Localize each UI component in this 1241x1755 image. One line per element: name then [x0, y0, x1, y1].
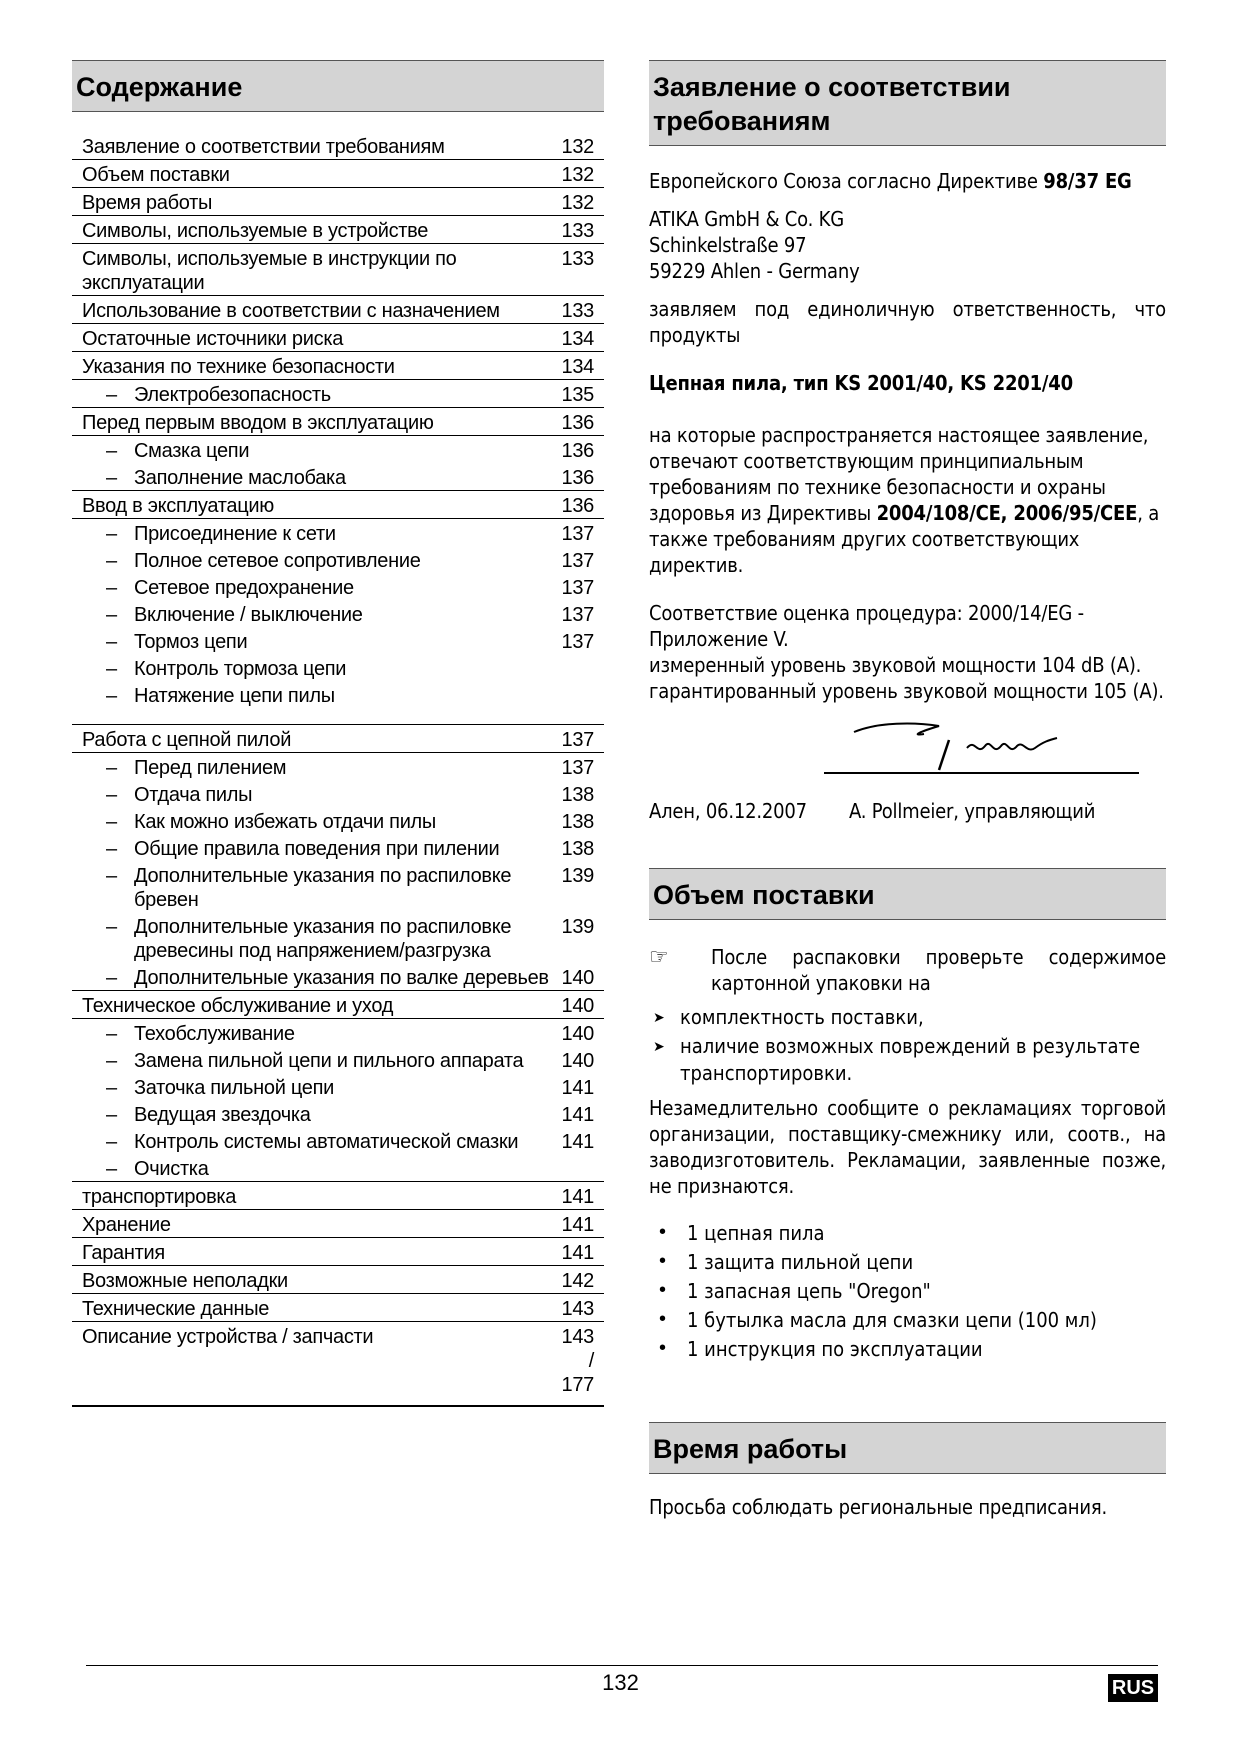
arrow-icon: ➤: [653, 1009, 665, 1025]
directive-number: 98/37 EG: [1043, 169, 1132, 193]
toc-item: [72, 491, 604, 519]
toc-list: [72, 132, 604, 1407]
directives-bold: 2004/108/CE, 2006/95/CEE: [876, 501, 1138, 525]
toc-label: Перед пилением: [134, 757, 287, 779]
toc-subitem: [72, 807, 604, 834]
dash-icon: –: [106, 658, 117, 680]
toc-subitem: [72, 380, 604, 408]
toc-page-number: 137: [561, 550, 594, 572]
delivery-title: Объем поставки: [649, 868, 1166, 920]
bullet-icon: •: [659, 1308, 667, 1330]
arrow-icon: ➤: [653, 1038, 665, 1054]
worktime-title: Время работы: [649, 1422, 1166, 1474]
guaranteed-level: гарантированный уровень звуковой мощности 105 (A).: [649, 679, 1164, 703]
toc-label: Хранение: [82, 1214, 171, 1236]
toc-label: Объем поставки: [82, 164, 230, 186]
list-item: [649, 1004, 1166, 1031]
toc-label: Смазка цепи: [134, 440, 250, 462]
toc-page-number: 137: [561, 729, 594, 751]
toc-subitem: [72, 912, 604, 963]
list-item: [649, 1219, 1166, 1248]
toc-page-number: 138: [561, 811, 594, 833]
dash-icon: –: [106, 1158, 117, 1180]
toc-item: [72, 216, 604, 244]
place-date: Ален, 06.12.2007: [649, 799, 807, 823]
declaration-statement: заявляем под единоличную ответственность, что продукты: [649, 297, 1166, 347]
toc-item: [72, 1210, 604, 1238]
dash-icon: –: [106, 685, 117, 707]
dash-icon: –: [106, 440, 117, 462]
toc-label: Электробезопасность: [134, 384, 331, 406]
toc-item: [72, 352, 604, 380]
toc-subitem: [72, 546, 604, 573]
toc-label: Как можно избежать отдачи пилы: [134, 811, 437, 833]
company-address: [649, 206, 1166, 284]
toc-subitem: [72, 1019, 604, 1046]
toc-subitem: [72, 681, 604, 725]
toc-page-number: 133: [561, 220, 594, 242]
toc-page-number: 139: [561, 916, 594, 938]
toc-subitem: [72, 654, 604, 681]
bullet-icon: •: [659, 1221, 667, 1243]
toc-page-number: 132: [561, 192, 594, 214]
toc-label: Контроль системы автоматической смазки: [134, 1131, 519, 1153]
toc-label: Сетевое предохранение: [134, 577, 354, 599]
toc-page-number: 136: [561, 495, 594, 517]
directives-post: , а также требованиям других соответствующих директив.: [649, 501, 1160, 577]
signature-image: [649, 712, 1166, 792]
toc-item: [72, 1294, 604, 1322]
dash-icon: –: [106, 604, 117, 626]
toc-subitem: [72, 573, 604, 600]
toc-subitem: [72, 1046, 604, 1073]
toc-item: [72, 725, 604, 753]
right-column: [649, 60, 1166, 1520]
directives-pre: на которые распространяется настоящее заявление, отвечают соответствующим принципиальным требованиям по технике безопасности и охраны здоровья из Директивы: [649, 423, 1149, 525]
dash-icon: –: [106, 967, 117, 989]
toc-item: [72, 296, 604, 324]
toc-label: Технические данные: [82, 1298, 270, 1320]
toc-label: Дополнительные указания по валке деревьев: [134, 967, 549, 989]
directives-text: [649, 422, 1166, 578]
toc-item: [72, 1266, 604, 1294]
toc-label: Возможные неполадки: [82, 1270, 288, 1292]
company-street: Schinkelstraße 97: [649, 233, 807, 257]
dash-icon: –: [106, 916, 117, 938]
toc-page-number: 143: [561, 1298, 594, 1320]
toc-page-number: 141: [561, 1214, 594, 1236]
toc-page-number: 140: [561, 967, 594, 989]
toc-subitem: [72, 519, 604, 546]
toc-title: Содержание: [72, 60, 604, 112]
toc-item: [72, 1322, 604, 1397]
toc-page-number: 136: [561, 467, 594, 489]
signature-caption: [649, 798, 1166, 824]
item-text: 1 бутылка масла для смазки цепи (100 мл): [687, 1308, 1097, 1332]
dash-icon: –: [106, 1104, 117, 1126]
toc-page-number: 140: [561, 1050, 594, 1072]
bullet-icon: •: [659, 1250, 667, 1272]
dash-icon: –: [106, 811, 117, 833]
delivery-items: [649, 1219, 1166, 1364]
toc-subitem: [72, 627, 604, 654]
dash-icon: –: [106, 467, 117, 489]
toc-page-number: 143 / 177: [561, 1326, 594, 1396]
dash-icon: –: [106, 631, 117, 653]
toc-label: Заполнение маслобака: [134, 467, 346, 489]
footer-divider: [86, 1665, 1158, 1666]
toc-page-number: 136: [561, 412, 594, 434]
company-city: 59229 Ahlen - Germany: [649, 259, 860, 283]
toc-subitem: [72, 1100, 604, 1127]
toc-label: Указания по технике безопасности: [82, 356, 395, 378]
toc-subitem: [72, 436, 604, 463]
toc-label: Дополнительные указания по распиловке древесины под напряжением/разгрузка: [134, 916, 512, 962]
signature-line: [824, 772, 1139, 774]
page-number: 132: [602, 1670, 639, 1695]
signatory: A. Pollmeier, управляющий: [849, 799, 1096, 823]
item-text: 1 цепная пила: [687, 1221, 825, 1245]
toc-label: Время работы: [82, 192, 213, 214]
toc-item: [72, 244, 604, 296]
toc-page-number: 137: [561, 523, 594, 545]
dash-icon: –: [106, 838, 117, 860]
toc-section: [72, 60, 604, 1407]
toc-page-number: 141: [561, 1242, 594, 1264]
product-name: Цепная пила, тип KS 2001/40, KS 2201/40: [649, 371, 1073, 395]
toc-subitem: [72, 1154, 604, 1182]
toc-item: [72, 324, 604, 352]
item-text: 1 запасная цепь "Oregon": [687, 1279, 931, 1303]
dash-icon: –: [106, 384, 117, 406]
toc-subitem: [72, 1127, 604, 1154]
dash-icon: –: [106, 1131, 117, 1153]
toc-page-number: 137: [561, 604, 594, 626]
toc-page-number: 142: [561, 1270, 594, 1292]
toc-subitem: [72, 963, 604, 991]
toc-label: Отдача пилы: [134, 784, 253, 806]
toc-label: Описание устройства / запчасти: [82, 1326, 374, 1348]
dash-icon: –: [106, 865, 117, 887]
dash-icon: –: [106, 523, 117, 545]
toc-page-number: 141: [561, 1186, 594, 1208]
toc-label: Полное сетевое сопротивление: [134, 550, 421, 572]
toc-subitem: [72, 1073, 604, 1100]
toc-subitem: [72, 463, 604, 491]
check-text: комплектность поставки,: [680, 1005, 924, 1029]
toc-label: Ведущая звездочка: [134, 1104, 311, 1126]
toc-label: Натяжение цепи пилы: [134, 685, 335, 707]
list-item: [649, 1335, 1166, 1364]
toc-label: Символы, используемые в устройстве: [82, 220, 429, 242]
toc-page-number: 140: [561, 1023, 594, 1045]
toc-page-number: 137: [561, 631, 594, 653]
toc-subitem: [72, 861, 604, 912]
toc-page-number: 138: [561, 784, 594, 806]
toc-page-number: 133: [561, 300, 594, 322]
complaint-text: Незамедлительно сообщите о рекламациях торговой организации, поставщику-смежнику или, соотв., на заводизготовитель. Рекламации, заявленные позже, не признаются.: [649, 1096, 1166, 1198]
worktime-text: Просьба соблюдать региональные предписания.: [649, 1495, 1107, 1519]
pointing-hand-icon: ☞: [649, 944, 669, 969]
dash-icon: –: [106, 1077, 117, 1099]
declaration-intro-text: Европейского Союза согласно Директиве: [649, 169, 1044, 193]
toc-label: Использование в соответствии с назначением: [82, 300, 500, 322]
toc-label: Заявление о соответствии требованиям: [82, 136, 445, 158]
list-item: [649, 1033, 1166, 1087]
toc-label: Дополнительные указания по распиловке бревен: [134, 865, 512, 911]
toc-subitem: [72, 600, 604, 627]
toc-item: [72, 408, 604, 436]
toc-label: Гарантия: [82, 1242, 165, 1264]
dash-icon: –: [106, 1023, 117, 1045]
toc-label: Общие правила поведения при пилении: [134, 838, 500, 860]
toc-page-number: 141: [561, 1104, 594, 1126]
delivery-note-text: После распаковки проверьте содержимое картонной упаковки на: [711, 945, 1166, 995]
toc-page-number: 139: [561, 865, 594, 887]
toc-subitem: [72, 753, 604, 780]
toc-item: [72, 1238, 604, 1266]
measured-level: измеренный уровень звуковой мощности 104 dB (A).: [649, 653, 1142, 677]
toc-page-number: 137: [561, 757, 594, 779]
toc-label: транспортировка: [82, 1186, 237, 1208]
toc-label: Работа с цепной пилой: [82, 729, 292, 751]
toc-page-number: 140: [561, 995, 594, 1017]
bullet-icon: •: [659, 1279, 667, 1301]
toc-page-number: 141: [561, 1077, 594, 1099]
list-item: [649, 1306, 1166, 1335]
toc-page-number: 135: [561, 384, 594, 406]
toc-item: [72, 1182, 604, 1210]
declaration-title: Заявление о соответствии требованиям: [649, 60, 1166, 146]
check-text: наличие возможных повреждений в результате транспортировки.: [680, 1034, 1141, 1085]
declaration-intro: [649, 168, 1166, 194]
dash-icon: –: [106, 784, 117, 806]
toc-label: Символы, используемые в инструкции по эксплуатации: [82, 248, 457, 294]
bullet-icon: •: [659, 1337, 667, 1359]
toc-label: Техобслуживание: [134, 1023, 295, 1045]
company-name: ATIKA GmbH & Co. KG: [649, 207, 844, 231]
delivery-checks: [649, 1004, 1166, 1087]
list-item: [649, 1277, 1166, 1306]
toc-label: Техническое обслуживание и уход: [82, 995, 394, 1017]
toc-label: Очистка: [134, 1158, 209, 1180]
conformity-text: Соответствие оценка процедура: 2000/14/EG - Приложение V.: [649, 601, 1084, 651]
dash-icon: –: [106, 577, 117, 599]
toc-page-number: 133: [561, 248, 594, 270]
toc-label: Тормоз цепи: [134, 631, 248, 653]
dash-icon: –: [106, 550, 117, 572]
toc-page-number: 132: [561, 164, 594, 186]
delivery-note: [649, 944, 1166, 996]
toc-subitem: [72, 834, 604, 861]
dash-icon: –: [106, 757, 117, 779]
toc-page-number: 134: [561, 356, 594, 378]
toc-subitem: [72, 780, 604, 807]
language-badge: RUS: [1108, 1674, 1158, 1702]
dash-icon: –: [106, 1050, 117, 1072]
toc-item: [72, 132, 604, 160]
list-item: [649, 1248, 1166, 1277]
toc-item: [72, 188, 604, 216]
toc-label: Замена пильной цепи и пильного аппарата: [134, 1050, 524, 1072]
toc-page-number: 132: [561, 136, 594, 158]
toc-item: [72, 991, 604, 1019]
toc-label: Ввод в эксплуатацию: [82, 495, 274, 517]
toc-label: Включение / выключение: [134, 604, 363, 626]
toc-label: Заточка пильной цепи: [134, 1077, 335, 1099]
toc-label: Перед первым вводом в эксплуатацию: [82, 412, 434, 434]
toc-label: Присоединение к сети: [134, 523, 336, 545]
toc-page-number: 137: [561, 577, 594, 599]
toc-page-number: 136: [561, 440, 594, 462]
toc-page-number: 138: [561, 838, 594, 860]
toc-item: [72, 160, 604, 188]
toc-page-number: 134: [561, 328, 594, 350]
toc-page-number: 141: [561, 1131, 594, 1153]
toc-label: Контроль тормоза цепи: [134, 658, 347, 680]
toc-label: Остаточные источники риска: [82, 328, 344, 350]
item-text: 1 защита пильной цепи: [687, 1250, 914, 1274]
item-text: 1 инструкция по эксплуатации: [687, 1337, 983, 1361]
signature-area: [649, 712, 1166, 792]
